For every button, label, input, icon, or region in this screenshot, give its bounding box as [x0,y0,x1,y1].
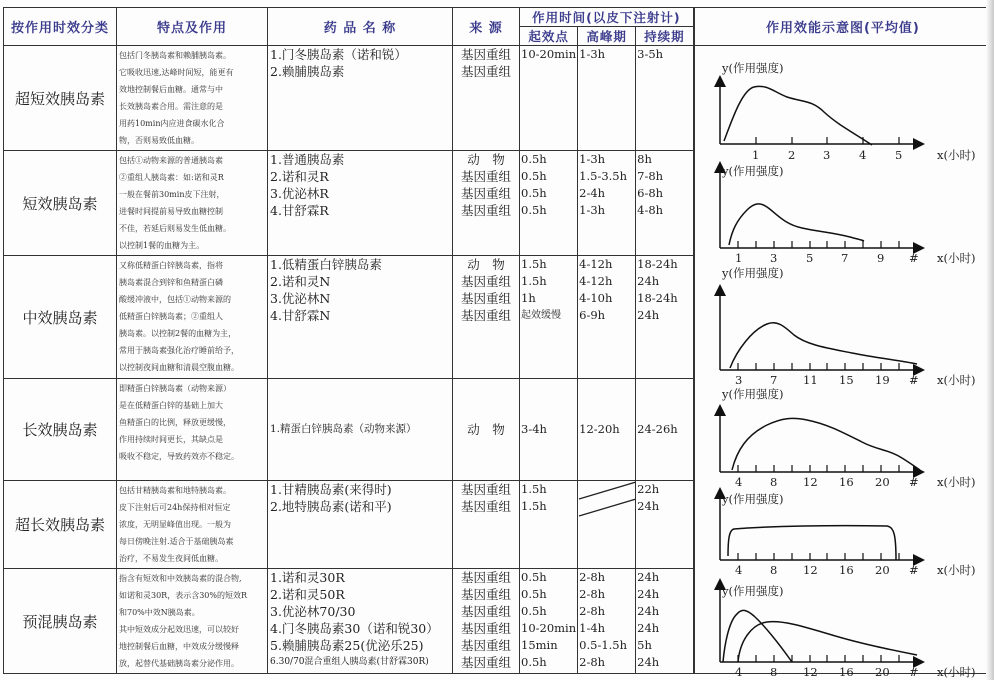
insulin-table [3,7,992,674]
header-category: 按作用时效分类 [4,8,117,46]
y-axis-label: y(作用强度) [722,61,784,75]
svg-text:2: 2 [788,148,796,162]
features-cell: 包括甘精胰岛素和地特胰岛素。 皮下注射后可24h保持相对恒定 浓度，无明显峰值出现。一般为 每日傍晚注射.适合于基础胰岛素 治疗，不易发生夜间低血糖。 [117,481,268,569]
svg-text:1: 1 [735,251,743,265]
source-cell: 基因重组 基因重组 基因重组 基因重组 基因重组 基因重组 [453,569,520,674]
peak-cell: 2-8h 2-8h 2-8h 1-4h 0.5-1.5h 2-8h [578,569,636,674]
svg-text:x(小时): x(小时) [937,373,976,387]
page-edge-shadow [986,0,994,680]
svg-text:x(小时): x(小时) [937,563,976,577]
svg-text:7: 7 [841,251,849,265]
chart-column [694,46,992,674]
svg-text:16: 16 [839,475,854,489]
svg-text:8: 8 [770,475,778,489]
drug-cell: 1.门冬胰岛素（诺和锐） 2.赖脯胰岛素 [268,46,453,151]
source-cell: 基因重组 基因重组 [453,46,520,151]
header-features: 特点及作用 [117,8,268,46]
svg-text:y(作用强度): y(作用强度) [722,266,784,280]
onset-cell: 3-4h [520,379,578,481]
header-source: 来 源 [453,8,520,46]
category-cell: 长效胰岛素 [4,379,117,481]
svg-text:20: 20 [875,563,890,577]
svg-text:x(小时): x(小时) [937,665,976,679]
svg-text:#: # [909,563,919,577]
peak-cell: 1-3h 1.5-3.5h 2-4h 1-3h [578,151,636,256]
svg-text:x(小时): x(小时) [937,251,976,265]
svg-text:y(作用强度): y(作用强度) [722,387,784,401]
peak-cell: 4-12h 4-12h 4-10h 6-9h [578,256,636,379]
svg-text:8: 8 [770,563,778,577]
duration-cell: 18-24h 24h 18-24h 24h [636,256,694,379]
source-cell: 动 物 [453,379,520,481]
svg-text:5: 5 [806,251,814,265]
svg-text:3: 3 [770,251,778,265]
svg-text:1: 1 [752,148,760,162]
svg-text:x(小时): x(小时) [937,148,976,162]
duration-cell: 24-26h [636,379,694,481]
svg-text:19: 19 [875,373,890,387]
category-cell: 超长效胰岛素 [4,481,117,569]
features-cell: 包括门冬胰岛素和赖脯胰岛素。 它吸收迅速,达峰时间短，能更有 效地控制餐后血糖。通常与中 长效胰岛素合用。需注意的是 用药10min内应进食碳水化合 物，否则易致低血糖。 [117,46,268,151]
svg-text:7: 7 [770,373,778,387]
header-peak: 高峰期 [578,27,636,46]
header-chart: 作用效能示意图(平均值) [694,8,992,46]
svg-text:#: # [909,373,919,387]
svg-text:#: # [909,475,919,489]
drug-cell: 1.甘精胰岛素(来得时) 2.地特胰岛素(诺和平) [268,481,453,569]
duration-cell: 24h 24h 24h 24h 5h 24h [636,569,694,674]
peak-cell-no-peak [578,481,636,569]
onset-cell: 1.5h 1.5h 1h 起效缓慢 [520,256,578,379]
header-drug-name: 药 品 名 称 [268,8,453,46]
drug-cell: 1.低精蛋白锌胰岛素 2.诺和灵N 3.优泌林N 4.甘舒霖N [268,256,453,379]
table-row [4,46,992,151]
svg-text:4: 4 [735,665,743,679]
no-peak-slash-icon [578,481,636,521]
svg-text:y(作用强度): y(作用强度) [722,164,784,178]
duration-cell: 22h 24h [636,481,694,569]
svg-text:y(作用强度): y(作用强度) [722,492,784,506]
category-cell: 短效胰岛素 [4,151,117,256]
svg-text:16: 16 [839,665,854,679]
source-cell: 动 物 基因重组 基因重组 基因重组 [453,151,520,256]
source-cell: 动 物 基因重组 基因重组 基因重组 [453,256,520,379]
onset-cell: 0.5h 0.5h 0.5h 10-20min 15min 0.5h [520,569,578,674]
svg-text:4: 4 [859,148,867,162]
duration-cell: 3-5h [636,46,694,151]
header-time-group: 作用时间(以皮下注射计) [520,8,694,27]
svg-text:#: # [909,665,919,679]
svg-text:9: 9 [877,251,885,265]
duration-cell: 8h 7-8h 6-8h 4-8h [636,151,694,256]
onset-cell: 1.5h 1.5h [520,481,578,569]
svg-text:16: 16 [839,563,854,577]
category-cell: 超短效胰岛素 [4,46,117,151]
features-cell: 包括①动物来源的普通胰岛素 ②重组人胰岛素：如:诺和灵R 一般在餐前30min皮下注射， 进餐时间提前易导致血糖控制 不佳，若延后则易发生低血糖。 以控制1餐的血糖为主。 [117,151,268,256]
svg-text:15: 15 [839,373,854,387]
features-cell: 指含有短效和中效胰岛素的混合物, 如诺和灵30R，表示含30%的短效R 和70%中效N胰岛素。 其中短效成分起效迅速，可以较好 地控制餐后血糖，中效成分缓慢释 放，起替代基础胰岛素分泌作用。 [117,569,268,674]
drug-cell: 1.普通胰岛素 2.诺和灵R 3.优泌林R 4.甘舒霖R [268,151,453,256]
svg-text:4: 4 [735,563,743,577]
svg-text:20: 20 [875,475,890,489]
svg-text:5: 5 [895,148,903,162]
header-duration: 持续期 [636,27,694,46]
svg-text:20: 20 [875,665,890,679]
category-cell: 预混胰岛素 [4,569,117,674]
peak-cell: 12-20h [578,379,636,481]
svg-text:12: 12 [803,665,818,679]
svg-text:y(作用强度): y(作用强度) [722,584,784,598]
onset-cell: 10-20min [520,46,578,151]
svg-text:#: # [909,251,919,265]
header-onset: 起效点 [520,27,578,46]
svg-text:12: 12 [803,475,818,489]
svg-text:11: 11 [803,373,818,387]
svg-text:3: 3 [823,148,831,162]
svg-text:3: 3 [735,373,743,387]
category-cell: 中效胰岛素 [4,256,117,379]
peak-cell: 1-3h [578,46,636,151]
onset-cell: 0.5h 0.5h 0.5h 0.5h [520,151,578,256]
source-cell: 基因重组 基因重组 [453,481,520,569]
drug-cell: 1.诺和灵30R 2.诺和灵50R 3.优泌林70/30 4.门冬胰岛素30（诺和锐30） 5.赖脯胰岛素25(优泌乐25) 6.30/70混合重组人胰岛素(甘舒霖30R) [268,569,453,674]
drug-cell: 1.精蛋白锌胰岛素（动物来源） [268,379,453,481]
features-cell: 即精蛋白锌胰岛素（动物来源） 是在低精蛋白锌的基础上加大 鱼精蛋白的比例，释放更缓慢， 作用持续时间更长，其缺点是 吸收不稳定，导致药效亦不稳定。 [117,379,268,481]
svg-text:12: 12 [803,563,818,577]
features-cell: 又称低精蛋白锌胰岛素，指将 胰岛素混合到锌和鱼精蛋白磷 酸缓冲液中，包括①动物来源的 低精蛋白锌胰岛素；②重组人 胰岛素。以控制2餐的血糖为主， 常用于胰岛素强化治疗睡前给予， 以控制夜间血糖和清晨空腹血糖。 [117,256,268,379]
svg-text:4: 4 [735,475,743,489]
svg-text:8: 8 [770,665,778,679]
svg-text:x(小时): x(小时) [937,475,976,489]
